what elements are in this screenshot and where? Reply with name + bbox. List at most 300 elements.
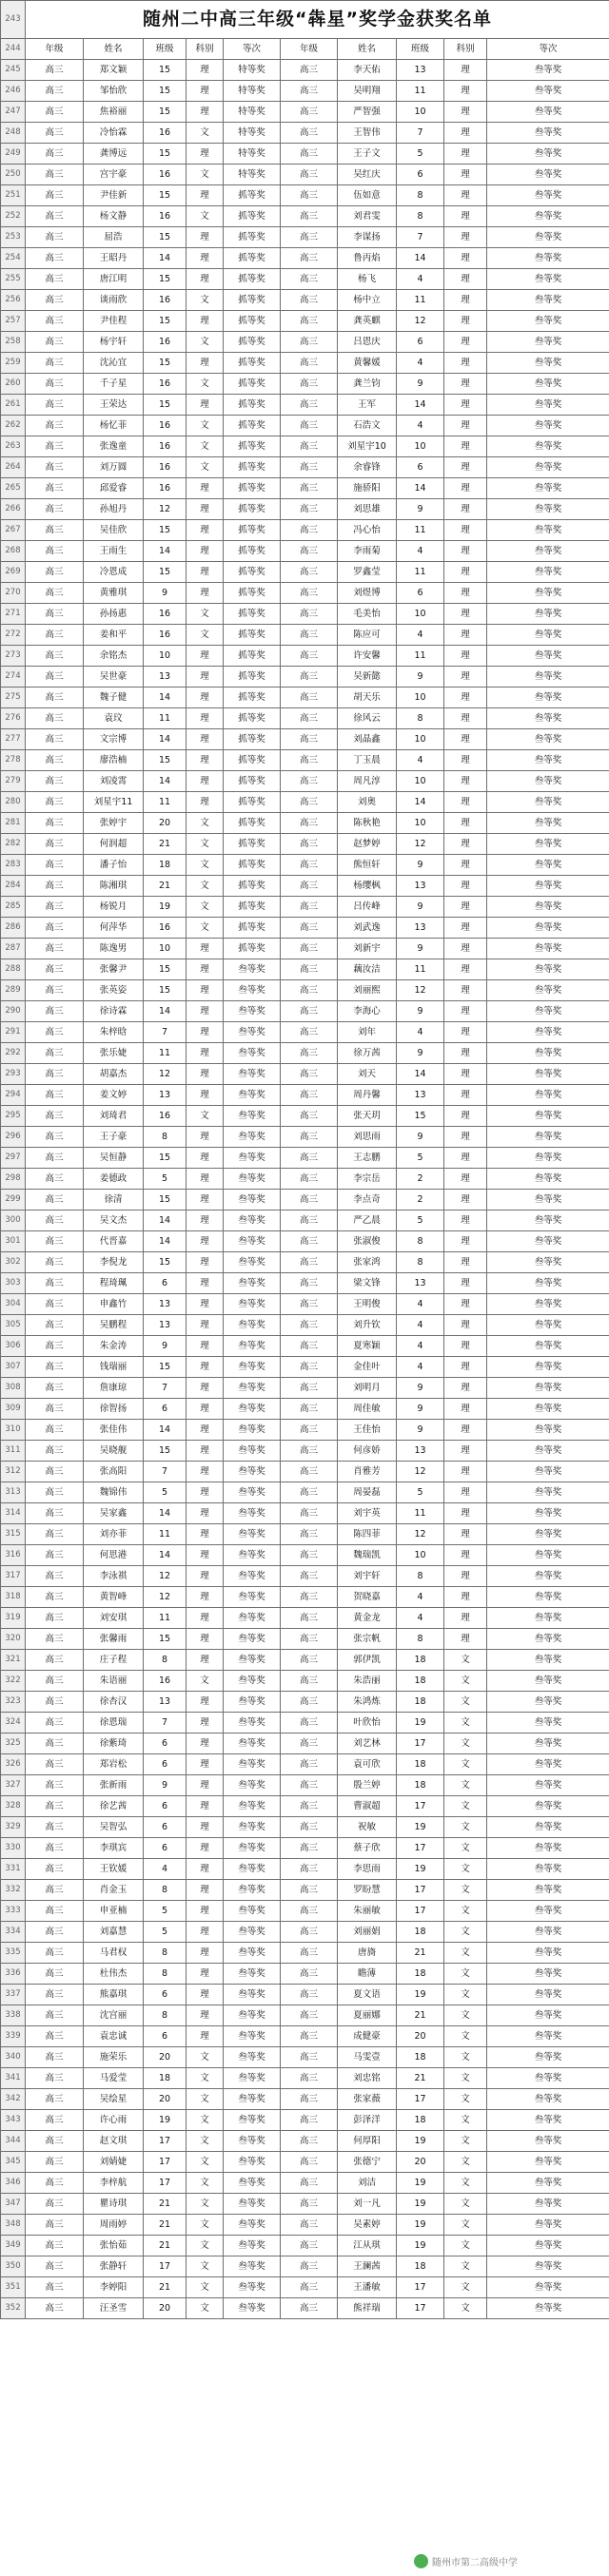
name-cell: 李天佑 [338, 60, 397, 81]
grade-cell: 高三 [281, 604, 338, 625]
award-cell: 叁等奖 [487, 248, 609, 269]
award-cell: 叁等奖 [487, 165, 609, 185]
award-cell: 叁等奖 [487, 750, 609, 771]
grade-cell: 高三 [281, 1252, 338, 1273]
name-cell: 吴素婷 [338, 2215, 397, 2236]
subject-cell: 文 [444, 1692, 487, 1713]
grade-cell: 高三 [26, 1524, 84, 1545]
award-cell: 叁等奖 [224, 1441, 281, 1462]
award-cell: 抓等奖 [224, 667, 281, 688]
row-number: 316 [1, 1545, 26, 1566]
class-cell: 8 [144, 1650, 187, 1671]
name-cell: 刘洁 [338, 2173, 397, 2194]
class-cell: 14 [144, 1001, 187, 1022]
subject-cell: 理 [444, 625, 487, 646]
subject-cell: 理 [444, 1420, 487, 1441]
award-cell: 叁等奖 [487, 2173, 609, 2194]
class-cell: 4 [397, 353, 444, 374]
subject-cell: 理 [444, 1043, 487, 1064]
award-cell: 叁等奖 [224, 1190, 281, 1211]
subject-cell: 理 [444, 416, 487, 436]
row-number: 321 [1, 1650, 26, 1671]
subject-cell: 理 [444, 1148, 487, 1169]
grade-cell: 高三 [26, 1545, 84, 1566]
column-header-subject: 科别 [444, 39, 487, 60]
award-cell: 抓等奖 [224, 457, 281, 478]
row-number: 264 [1, 457, 26, 478]
row-number: 348 [1, 2215, 26, 2236]
class-cell: 18 [144, 855, 187, 876]
grade-cell: 高三 [281, 499, 338, 520]
grade-cell: 高三 [281, 918, 338, 939]
award-cell: 叁等奖 [487, 1817, 609, 1838]
name-cell: 吴红庆 [338, 165, 397, 185]
grade-cell: 高三 [26, 1733, 84, 1754]
name-cell: 张逸童 [84, 436, 144, 457]
row-number: 310 [1, 1420, 26, 1441]
name-cell: 熊祥瑞 [338, 2298, 397, 2319]
award-cell: 叁等奖 [224, 1713, 281, 1733]
column-header-name: 姓名 [84, 39, 144, 60]
grade-cell: 高三 [281, 1482, 338, 1503]
row-number: 244 [1, 39, 26, 60]
name-cell: 廖浩楠 [84, 750, 144, 771]
class-cell: 10 [397, 771, 444, 792]
name-cell: 冷怡霖 [84, 123, 144, 144]
award-cell: 叁等奖 [487, 792, 609, 813]
award-cell: 抓等奖 [224, 604, 281, 625]
table-row [1, 81, 609, 102]
subject-cell: 理 [444, 248, 487, 269]
class-cell: 19 [397, 2215, 444, 2236]
grade-cell: 高三 [281, 290, 338, 311]
name-cell: 张怡茹 [84, 2236, 144, 2256]
award-cell: 叁等奖 [487, 1922, 609, 1943]
name-cell: 李琪宾 [84, 1838, 144, 1859]
class-cell: 17 [397, 1901, 444, 1922]
class-cell: 16 [144, 436, 187, 457]
row-number: 327 [1, 1775, 26, 1796]
award-cell: 叁等奖 [487, 1713, 609, 1733]
award-cell: 叁等奖 [224, 2215, 281, 2236]
award-cell: 叁等奖 [224, 1169, 281, 1190]
class-cell: 12 [397, 980, 444, 1001]
grade-cell: 高三 [281, 1692, 338, 1713]
table-row [1, 1294, 609, 1315]
class-cell: 11 [397, 290, 444, 311]
grade-cell: 高三 [281, 625, 338, 646]
award-cell: 抓等奖 [224, 541, 281, 562]
grade-cell: 高三 [26, 1650, 84, 1671]
class-cell: 8 [397, 708, 444, 729]
class-cell: 18 [397, 2256, 444, 2277]
award-cell: 抓等奖 [224, 227, 281, 248]
subject-cell: 理 [187, 1608, 224, 1629]
class-cell: 13 [397, 60, 444, 81]
class-cell: 14 [144, 248, 187, 269]
name-cell: 刘艺林 [338, 1733, 397, 1754]
name-cell: 蔡子欣 [338, 1838, 397, 1859]
name-cell: 袁可欣 [338, 1754, 397, 1775]
name-cell: 魏子健 [84, 688, 144, 708]
name-cell: 孙扬惠 [84, 604, 144, 625]
table-row [1, 269, 609, 290]
grade-cell: 高三 [281, 2005, 338, 2026]
table-row [1, 625, 609, 646]
class-cell: 10 [397, 688, 444, 708]
name-cell: 黄馨媛 [338, 353, 397, 374]
grade-cell: 高三 [26, 144, 84, 165]
subject-cell: 理 [444, 123, 487, 144]
grade-cell: 高三 [281, 667, 338, 688]
subject-cell: 文 [444, 1880, 487, 1901]
subject-cell: 理 [444, 1608, 487, 1629]
class-cell: 19 [397, 2194, 444, 2215]
subject-cell: 理 [187, 1985, 224, 2005]
name-cell: 李婷阳 [84, 2277, 144, 2298]
award-cell: 叁等奖 [487, 939, 609, 959]
class-cell: 4 [397, 1608, 444, 1629]
name-cell: 王雨生 [84, 541, 144, 562]
row-number: 280 [1, 792, 26, 813]
subject-cell: 文 [187, 604, 224, 625]
table-row [1, 2068, 609, 2089]
column-header-grade: 年级 [26, 39, 84, 60]
name-cell: 夏寒颖 [338, 1336, 397, 1357]
grade-cell: 高三 [26, 2005, 84, 2026]
award-cell: 叁等奖 [487, 2068, 609, 2089]
award-cell: 叁等奖 [487, 478, 609, 499]
award-cell: 叁等奖 [487, 604, 609, 625]
name-cell: 刘思雨 [338, 1127, 397, 1148]
award-cell: 抓等奖 [224, 311, 281, 332]
grade-cell: 高三 [281, 395, 338, 416]
row-number: 311 [1, 1441, 26, 1462]
row-number: 293 [1, 1064, 26, 1085]
subject-cell: 理 [444, 1190, 487, 1211]
award-cell: 叁等奖 [224, 1482, 281, 1503]
award-cell: 叁等奖 [487, 1022, 609, 1043]
table-row [1, 311, 609, 332]
name-cell: 何思港 [84, 1545, 144, 1566]
grade-cell: 高三 [26, 165, 84, 185]
class-cell: 14 [397, 478, 444, 499]
table-row [1, 1608, 609, 1629]
table-row [1, 834, 609, 855]
row-number: 318 [1, 1587, 26, 1608]
name-cell: 张新雨 [84, 1775, 144, 1796]
class-cell: 7 [144, 1378, 187, 1399]
row-number: 342 [1, 2089, 26, 2110]
row-number: 256 [1, 290, 26, 311]
table-row [1, 1231, 609, 1252]
grade-cell: 高三 [281, 939, 338, 959]
row-number: 254 [1, 248, 26, 269]
grade-cell: 高三 [281, 436, 338, 457]
name-cell: 郭伊凯 [338, 1650, 397, 1671]
award-cell: 叁等奖 [487, 1566, 609, 1587]
class-cell: 5 [144, 1482, 187, 1503]
subject-cell: 理 [187, 60, 224, 81]
class-cell: 17 [397, 1733, 444, 1754]
row-number: 282 [1, 834, 26, 855]
name-cell: 冷恩成 [84, 562, 144, 583]
award-cell: 叁等奖 [487, 1169, 609, 1190]
subject-cell: 文 [444, 1817, 487, 1838]
name-cell: 徐风云 [338, 708, 397, 729]
name-cell: 张宗帆 [338, 1629, 397, 1650]
subject-cell: 理 [444, 227, 487, 248]
name-cell: 邱爱睿 [84, 478, 144, 499]
subject-cell: 文 [187, 897, 224, 918]
class-cell: 6 [397, 332, 444, 353]
class-cell: 17 [397, 1838, 444, 1859]
row-number: 341 [1, 2068, 26, 2089]
class-cell: 16 [144, 332, 187, 353]
table-row [1, 1796, 609, 1817]
award-cell: 叁等奖 [224, 1754, 281, 1775]
name-cell: 刘煜博 [338, 583, 397, 604]
grade-cell: 高三 [26, 1231, 84, 1252]
row-number: 285 [1, 897, 26, 918]
name-cell: 龚英麒 [338, 311, 397, 332]
grade-cell: 高三 [26, 457, 84, 478]
grade-cell: 高三 [281, 1524, 338, 1545]
award-cell: 叁等奖 [487, 1754, 609, 1775]
name-cell: 彭泽洋 [338, 2110, 397, 2131]
class-cell: 17 [144, 2173, 187, 2194]
grade-cell: 高三 [281, 1127, 338, 1148]
subject-cell: 理 [187, 1420, 224, 1441]
name-cell: 千子星 [84, 374, 144, 395]
name-cell: 罗盼慧 [338, 1880, 397, 1901]
award-cell: 叁等奖 [487, 1985, 609, 2005]
award-cell: 叁等奖 [487, 144, 609, 165]
table-row [1, 248, 609, 269]
name-cell: 鲁丙焰 [338, 248, 397, 269]
grade-cell: 高三 [26, 813, 84, 834]
award-cell: 抓等奖 [224, 416, 281, 436]
award-cell: 叁等奖 [487, 1315, 609, 1336]
name-cell: 余铭杰 [84, 646, 144, 667]
class-cell: 13 [144, 1315, 187, 1336]
class-cell: 11 [144, 1524, 187, 1545]
subject-cell: 文 [187, 2277, 224, 2298]
grade-cell: 高三 [26, 499, 84, 520]
grade-cell: 高三 [281, 332, 338, 353]
award-cell: 叁等奖 [487, 2256, 609, 2277]
name-cell: 李雨菊 [338, 541, 397, 562]
award-cell: 叁等奖 [487, 2298, 609, 2319]
grade-cell: 高三 [281, 1022, 338, 1043]
grade-cell: 高三 [26, 2298, 84, 2319]
grade-cell: 高三 [26, 855, 84, 876]
name-cell: 魏瑞凯 [338, 1545, 397, 1566]
row-number: 266 [1, 499, 26, 520]
row-number: 258 [1, 332, 26, 353]
subject-cell: 理 [444, 1064, 487, 1085]
name-cell: 施荣乐 [84, 2047, 144, 2068]
grade-cell: 高三 [281, 1985, 338, 2005]
name-cell: 周凡淳 [338, 771, 397, 792]
name-cell: 熊嘉琪 [84, 1985, 144, 2005]
table-row [1, 729, 609, 750]
table-row [1, 1859, 609, 1880]
subject-cell: 理 [444, 1211, 487, 1231]
award-cell: 叁等奖 [487, 185, 609, 206]
grade-cell: 高三 [26, 1022, 84, 1043]
subject-cell: 理 [187, 1545, 224, 1566]
grade-cell: 高三 [26, 771, 84, 792]
award-cell: 抓等奖 [224, 353, 281, 374]
class-cell: 4 [397, 1357, 444, 1378]
name-cell: 刘一凡 [338, 2194, 397, 2215]
table-row [1, 60, 609, 81]
grade-cell: 高三 [26, 1127, 84, 1148]
subject-cell: 文 [187, 1106, 224, 1127]
name-cell: 吴新懿 [338, 667, 397, 688]
grade-cell: 高三 [26, 667, 84, 688]
subject-cell: 理 [187, 1880, 224, 1901]
award-cell: 叁等奖 [487, 457, 609, 478]
grade-cell: 高三 [26, 1692, 84, 1713]
name-cell: 何润超 [84, 834, 144, 855]
name-cell: 王佳怡 [338, 1420, 397, 1441]
subject-cell: 理 [187, 1315, 224, 1336]
grade-cell: 高三 [26, 60, 84, 81]
subject-cell: 文 [187, 2131, 224, 2152]
row-number: 291 [1, 1022, 26, 1043]
grade-cell: 高三 [281, 1566, 338, 1587]
class-cell: 17 [397, 2089, 444, 2110]
name-cell: 刘安琪 [84, 1608, 144, 1629]
class-cell: 9 [397, 374, 444, 395]
table-row [1, 1085, 609, 1106]
grade-cell: 高三 [281, 1859, 338, 1880]
row-number: 314 [1, 1503, 26, 1524]
grade-cell: 高三 [281, 1106, 338, 1127]
name-cell: 屈浩 [84, 227, 144, 248]
name-cell: 郑文颖 [84, 60, 144, 81]
row-number: 351 [1, 2277, 26, 2298]
grade-cell: 高三 [281, 269, 338, 290]
grade-cell: 高三 [281, 855, 338, 876]
award-cell: 叁等奖 [487, 2131, 609, 2152]
row-number: 331 [1, 1859, 26, 1880]
table-row [1, 2089, 609, 2110]
table-row [1, 1252, 609, 1273]
class-cell: 18 [397, 1650, 444, 1671]
grade-cell: 高三 [26, 1357, 84, 1378]
subject-cell: 理 [444, 81, 487, 102]
name-cell: 徐智扬 [84, 1399, 144, 1420]
name-cell: 叶欣怡 [338, 1713, 397, 1733]
award-cell: 抓等奖 [224, 269, 281, 290]
grade-cell: 高三 [281, 1775, 338, 1796]
grade-cell: 高三 [281, 1733, 338, 1754]
award-cell: 叁等奖 [224, 1817, 281, 1838]
award-cell: 叁等奖 [487, 667, 609, 688]
table-row [1, 353, 609, 374]
class-cell: 13 [144, 667, 187, 688]
name-cell: 王澜茜 [338, 2256, 397, 2277]
award-cell: 叁等奖 [487, 374, 609, 395]
grade-cell: 高三 [26, 1462, 84, 1482]
subject-cell: 文 [444, 1901, 487, 1922]
table-row [1, 1733, 609, 1754]
subject-cell: 文 [187, 416, 224, 436]
award-cell: 叁等奖 [487, 1859, 609, 1880]
class-cell: 15 [144, 520, 187, 541]
award-cell: 叁等奖 [487, 771, 609, 792]
class-cell: 20 [144, 813, 187, 834]
subject-cell: 文 [187, 2194, 224, 2215]
award-cell: 叁等奖 [487, 1127, 609, 1148]
award-cell: 特等奖 [224, 165, 281, 185]
subject-cell: 理 [187, 1692, 224, 1713]
class-cell: 19 [397, 1985, 444, 2005]
table-row [1, 165, 609, 185]
award-cell: 特等奖 [224, 81, 281, 102]
class-cell: 14 [397, 395, 444, 416]
class-cell: 15 [144, 81, 187, 102]
class-cell: 4 [397, 625, 444, 646]
grade-cell: 高三 [26, 332, 84, 353]
grade-cell: 高三 [281, 520, 338, 541]
grade-cell: 高三 [281, 1357, 338, 1378]
grade-cell: 高三 [281, 1064, 338, 1085]
grade-cell: 高三 [281, 416, 338, 436]
subject-cell: 文 [187, 834, 224, 855]
grade-cell: 高三 [281, 374, 338, 395]
class-cell: 12 [397, 834, 444, 855]
grade-cell: 高三 [281, 980, 338, 1001]
subject-cell: 文 [444, 2110, 487, 2131]
column-header-award: 等次 [487, 39, 609, 60]
name-cell: 冯心怡 [338, 520, 397, 541]
watermark-text: 随州市第二高级中学 [432, 2557, 518, 2568]
award-cell: 叁等奖 [224, 1273, 281, 1294]
table-row [1, 980, 609, 1001]
grade-cell: 高三 [26, 1754, 84, 1775]
table-row [1, 499, 609, 520]
subject-cell: 理 [187, 792, 224, 813]
class-cell: 12 [144, 1566, 187, 1587]
name-cell: 孙旭丹 [84, 499, 144, 520]
name-cell: 余睿锋 [338, 457, 397, 478]
grade-cell: 高三 [26, 1085, 84, 1106]
award-cell: 叁等奖 [487, 102, 609, 123]
grade-cell: 高三 [26, 1294, 84, 1315]
subject-cell: 理 [187, 1127, 224, 1148]
table-row [1, 1022, 609, 1043]
award-cell: 抓等奖 [224, 206, 281, 227]
award-cell: 叁等奖 [487, 646, 609, 667]
column-header-class: 班级 [397, 39, 444, 60]
subject-cell: 理 [444, 855, 487, 876]
grade-cell: 高三 [26, 185, 84, 206]
grade-cell: 高三 [281, 2215, 338, 2236]
class-cell: 16 [144, 625, 187, 646]
grade-cell: 高三 [26, 1859, 84, 1880]
award-cell: 抓等奖 [224, 583, 281, 604]
grade-cell: 高三 [26, 1901, 84, 1922]
name-cell: 杨中立 [338, 290, 397, 311]
subject-cell: 理 [187, 499, 224, 520]
table-row [1, 1943, 609, 1964]
award-cell: 叁等奖 [224, 1211, 281, 1231]
class-cell: 16 [144, 604, 187, 625]
